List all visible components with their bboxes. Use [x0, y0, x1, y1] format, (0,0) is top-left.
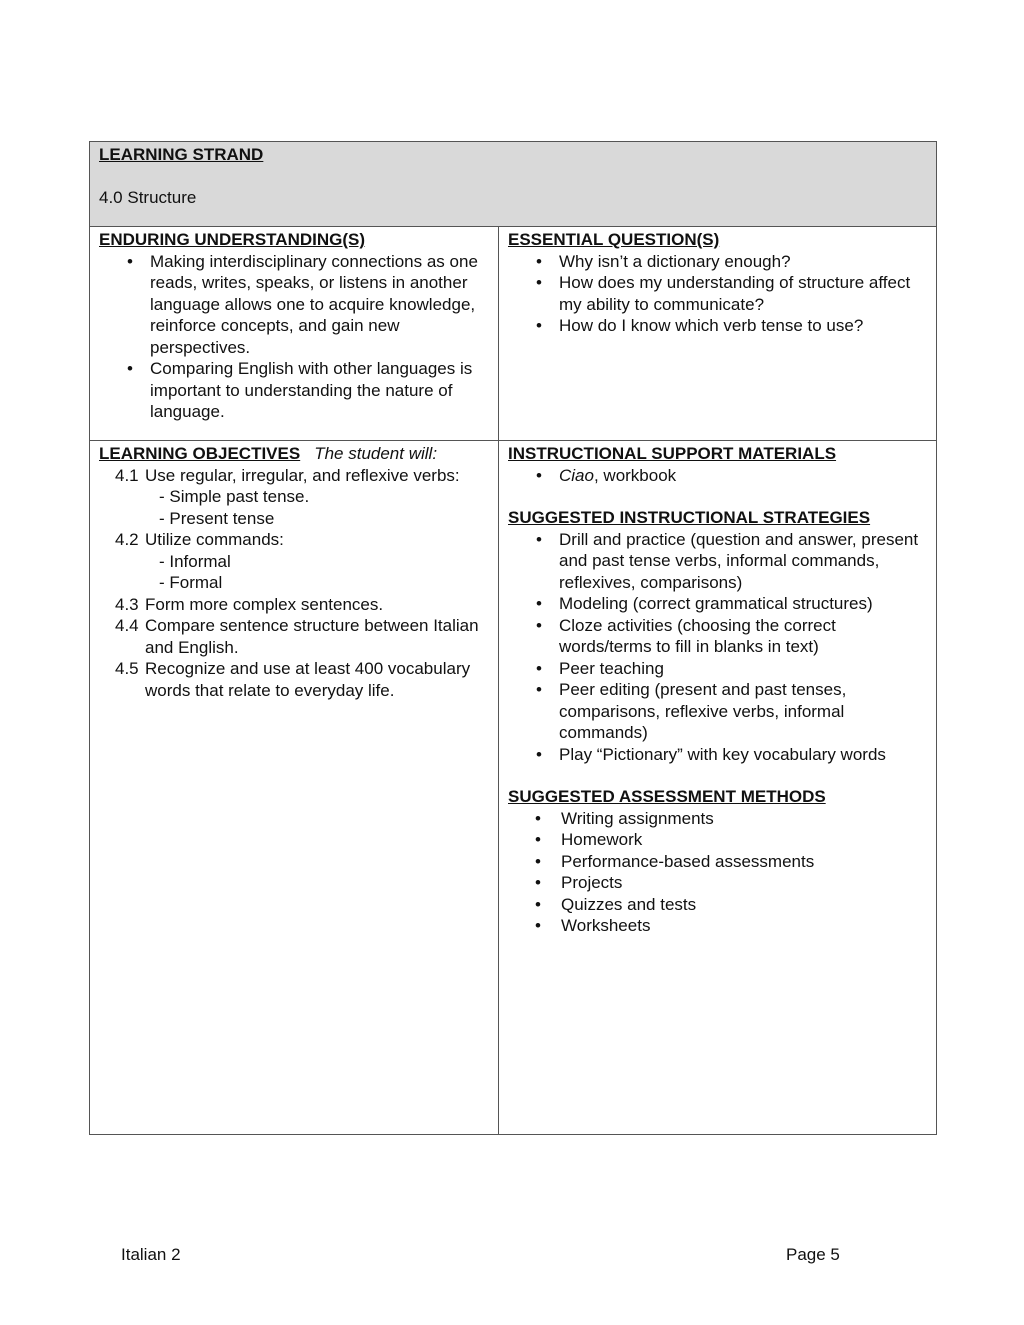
essential-questions-list [508, 251, 927, 337]
spacer [508, 765, 927, 786]
learning-strand-value: 4.0 Structure [99, 187, 197, 207]
learning-objectives-heading: LEARNING OBJECTIVES [99, 444, 301, 463]
objective-text: Compare sentence structure between Italian and English. [145, 616, 479, 657]
materials-strategies-cell [499, 441, 937, 1135]
list-item: • Making interdisciplinary connections as one reads, writes, speaks, or listens in another language allows one to acquire knowledge, reinforce concepts, and gain new perspectives. [99, 251, 489, 359]
objectives-row [90, 441, 937, 1135]
list-item: • Modeling (correct grammatical structures) [508, 593, 927, 615]
list-item: • How does my understanding of structure affect my ability to communicate? [508, 272, 927, 315]
list-item: • Worksheets [508, 915, 927, 937]
support-materials-heading: INSTRUCTIONAL SUPPORT MATERIALS [508, 444, 837, 463]
list-item: • Quizzes and tests [508, 894, 927, 916]
objective-text: Use regular, irregular, and reflexive verbs: [145, 465, 460, 485]
objective-item [99, 615, 489, 658]
objective-item [99, 594, 489, 616]
objective-number: 4.3 [115, 594, 139, 614]
list-item: • Homework [508, 829, 927, 851]
objective-number: 4.5 [115, 659, 139, 678]
strand-row [90, 142, 937, 227]
objective-item [99, 529, 489, 551]
essential-questions-heading: ESSENTIAL QUESTION(S) [508, 230, 720, 249]
strategies-list [508, 529, 927, 766]
objective-number: 4.4 [115, 616, 139, 635]
list-item: • Writing assignments [508, 808, 927, 830]
list-item: • How do I know which verb tense to use? [508, 315, 927, 337]
enduring-understandings-cell [90, 227, 499, 441]
material-rest: , workbook [593, 465, 677, 485]
assessment-heading: SUGGESTED ASSESSMENT METHODS [508, 787, 826, 806]
list-item: • Comparing English with other languages is important to understanding the nature of language. [99, 358, 489, 423]
list-item: • Cloze activities (choosing the correct words/terms to fill in blanks in text) [508, 615, 927, 658]
objective-item [99, 658, 489, 701]
list-item: • Projects [508, 872, 927, 894]
objective-subitem: - Simple past tense. [159, 487, 310, 506]
strategies-heading: SUGGESTED INSTRUCTIONAL STRATEGIES [508, 508, 871, 527]
enduring-understandings-heading: ENDURING UNDERSTANDING(S) [99, 230, 366, 249]
list-item: • Performance-based assessments [508, 851, 927, 873]
learning-objectives-cell [90, 441, 499, 1135]
list-item: • Drill and practice (question and answer, present and past tense verbs, informal commands, reflexives, comparisons) [508, 529, 927, 594]
spacer [508, 486, 927, 507]
enduring-understandings-list [99, 251, 489, 423]
objective-subitem: - Formal [159, 573, 223, 592]
objective-text: Form more complex sentences. [145, 594, 384, 614]
list-item: • Peer editing (present and past tenses, comparisons, reflexive verbs, informal commands) [508, 679, 927, 744]
textbook-title: Ciao [559, 465, 594, 485]
learning-objectives-header [99, 443, 489, 465]
list-item: • Peer teaching [508, 658, 927, 680]
learning-strand-cell [90, 142, 937, 227]
objective-number: 4.1 [115, 465, 139, 485]
footer-course-title: Italian 2 [121, 1245, 181, 1264]
curriculum-table [89, 141, 937, 1135]
learning-strand-heading: LEARNING STRAND [99, 145, 264, 164]
objective-text: Utilize commands: [145, 530, 284, 549]
footer-page-number: Page 5 [786, 1245, 840, 1264]
support-materials-list [508, 465, 927, 487]
objective-item [99, 465, 489, 487]
learning-objectives-intro: The student will: [314, 444, 438, 463]
assessment-list [508, 808, 927, 937]
objective-subitem: - Informal [159, 551, 231, 571]
objective-text: Recognize and use at least 400 vocabulary words that relate to everyday life. [145, 659, 471, 700]
list-item: • Play “Pictionary” with key vocabulary words [508, 744, 927, 766]
understanding-row [90, 227, 937, 441]
list-item [508, 465, 927, 487]
essential-questions-cell [499, 227, 937, 441]
objective-subitem: - Present tense [159, 508, 275, 528]
objective-number: 4.2 [115, 530, 139, 549]
list-item: • Why isn’t a dictionary enough? [508, 251, 927, 273]
